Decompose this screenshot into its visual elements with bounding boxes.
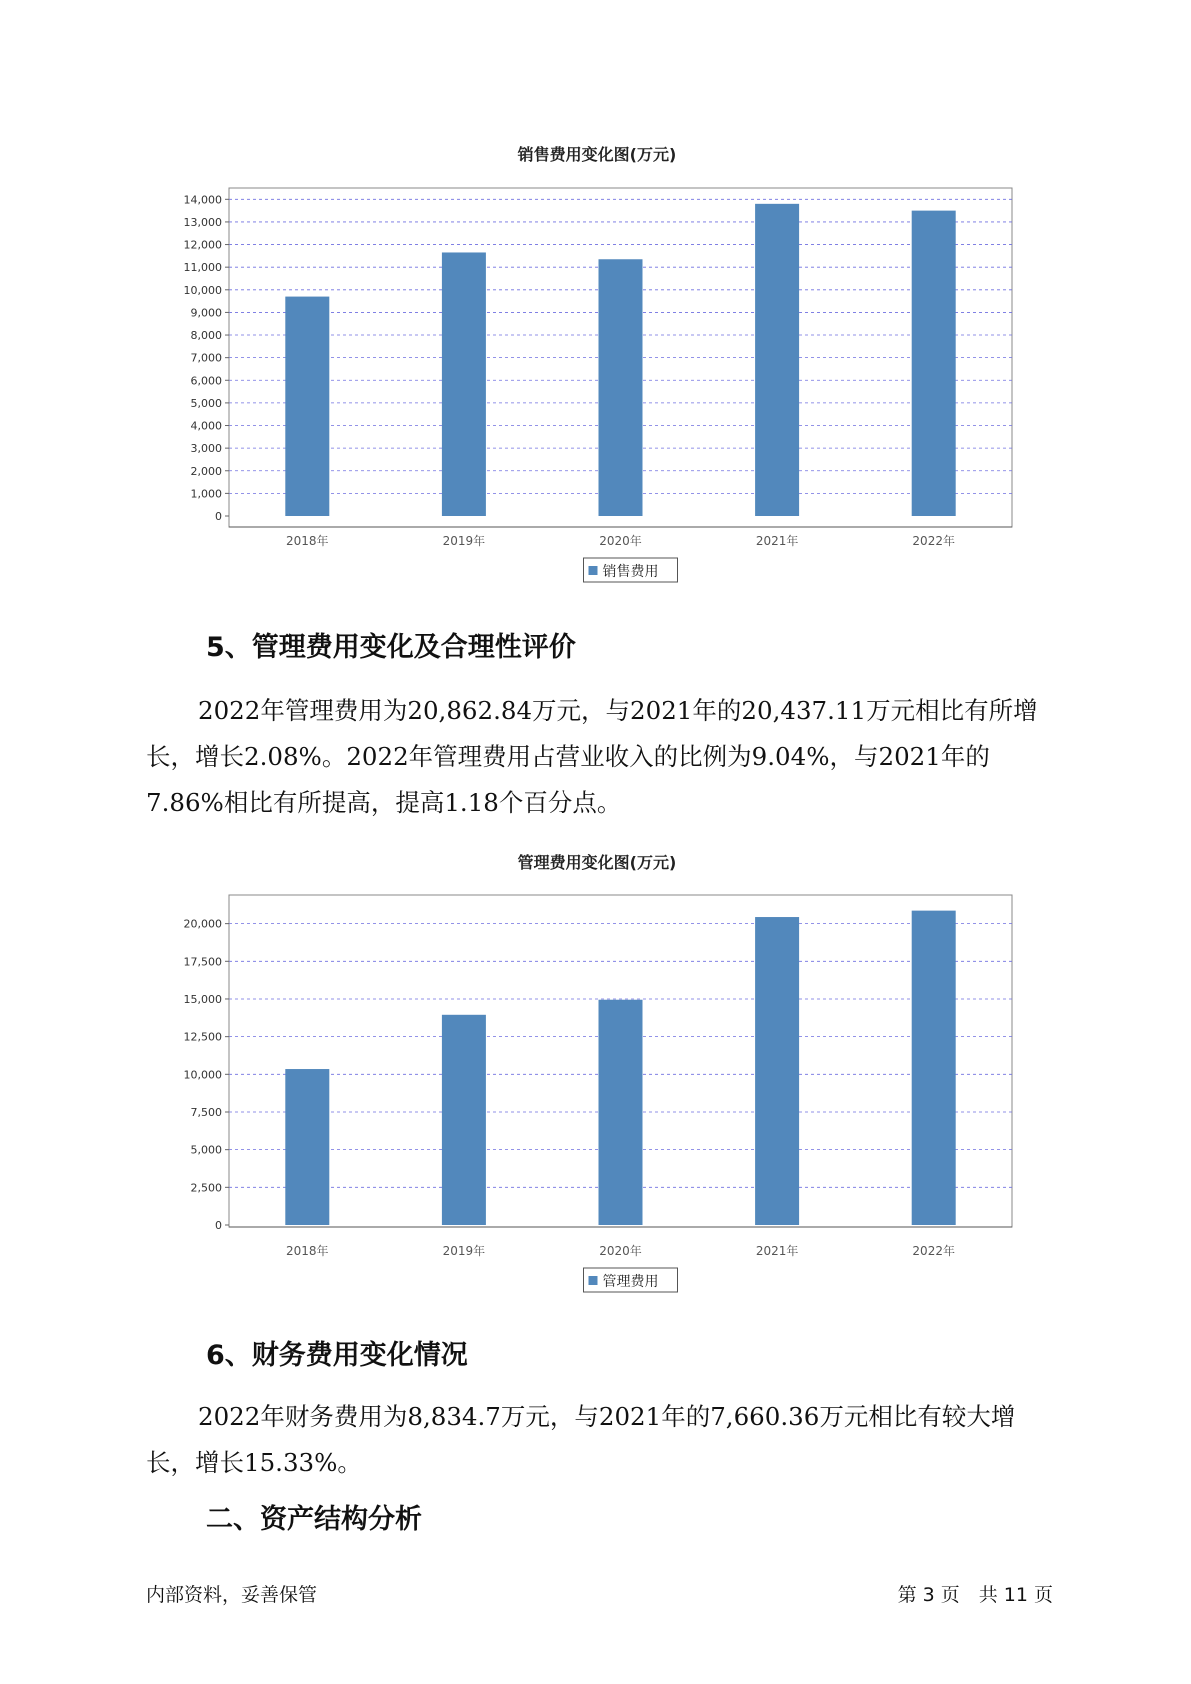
y-tick-label: 4,000 <box>190 419 222 433</box>
chart-title: 销售费用变化图(万元) <box>517 145 677 164</box>
y-tick-label: 15,000 <box>183 992 222 1006</box>
y-tick-label: 11,000 <box>183 261 222 275</box>
y-tick-label: 6,000 <box>190 374 222 388</box>
x-tick-label: 2019年 <box>442 534 486 548</box>
y-tick-label: 3,000 <box>190 442 222 456</box>
y-tick-label: 8,000 <box>190 329 222 343</box>
y-tick-label: 14,000 <box>183 193 222 207</box>
section-6-heading: 6、财务费用变化情况 <box>206 1340 468 1371</box>
x-tick-label: 2018年 <box>286 1244 329 1258</box>
x-tick-label: 2022年 <box>912 534 955 548</box>
section-6-paragraph <box>146 1394 1052 1486</box>
page-number: 第 3 页 共 11 页 <box>897 1584 1053 1606</box>
legend-label: 管理费用 <box>602 1274 659 1290</box>
section-6-text: 2022年财务费用为8,834.7万元，与2021年的7,660.36万元相比有较大增长，增长15.33%。 <box>146 1402 1016 1477</box>
x-tick-label: 2022年 <box>912 1244 955 1258</box>
x-tick-label: 2019年 <box>442 1244 486 1258</box>
y-tick-label: 9,000 <box>190 306 222 320</box>
bar <box>755 917 799 1225</box>
y-tick-label: 12,000 <box>183 238 222 252</box>
bar <box>599 1000 643 1225</box>
section-5-text: 2022年管理费用为20,862.84万元，与2021年的20,437.11万元相比有所增长，增长2.08%。2022年管理费用占营业收入的比例为9.04%，与2021年的7.86%相比有所提高，提高1.18个百分点。 <box>146 696 1038 817</box>
y-tick-label: 10,000 <box>183 283 222 297</box>
y-tick-label: 13,000 <box>183 215 222 229</box>
legend-label: 销售费用 <box>602 564 659 580</box>
y-tick-label: 17,500 <box>183 955 222 969</box>
y-tick-label: 0 <box>215 1219 222 1232</box>
y-tick-label: 7,000 <box>190 351 222 365</box>
y-tick-label: 0 <box>215 510 222 523</box>
y-tick-label: 20,000 <box>183 917 222 931</box>
x-tick-label: 2020年 <box>599 534 642 548</box>
footer-note: 内部资料，妥善保管 <box>146 1584 318 1606</box>
bar <box>912 911 956 1225</box>
x-tick-label: 2021年 <box>755 534 799 548</box>
y-tick-label: 2,000 <box>190 464 222 478</box>
y-tick-label: 10,000 <box>183 1068 222 1082</box>
y-tick-label: 12,500 <box>183 1030 222 1044</box>
y-tick-label: 5,000 <box>190 396 222 410</box>
bar <box>285 1069 329 1225</box>
section-two-heading: 二、资产结构分析 <box>206 1504 422 1535</box>
bar <box>442 1015 486 1225</box>
x-tick-label: 2018年 <box>286 534 329 548</box>
y-tick-label: 1,000 <box>190 487 222 501</box>
x-tick-label: 2020年 <box>599 1244 642 1258</box>
legend-swatch <box>589 1276 598 1285</box>
section-5-heading: 5、管理费用变化及合理性评价 <box>206 632 576 663</box>
y-tick-label: 7,500 <box>190 1105 222 1119</box>
y-tick-label: 2,500 <box>190 1181 222 1195</box>
y-tick-label: 5,000 <box>190 1143 222 1157</box>
chart-title: 管理费用变化图(万元) <box>517 853 677 872</box>
x-tick-label: 2021年 <box>755 1244 799 1258</box>
